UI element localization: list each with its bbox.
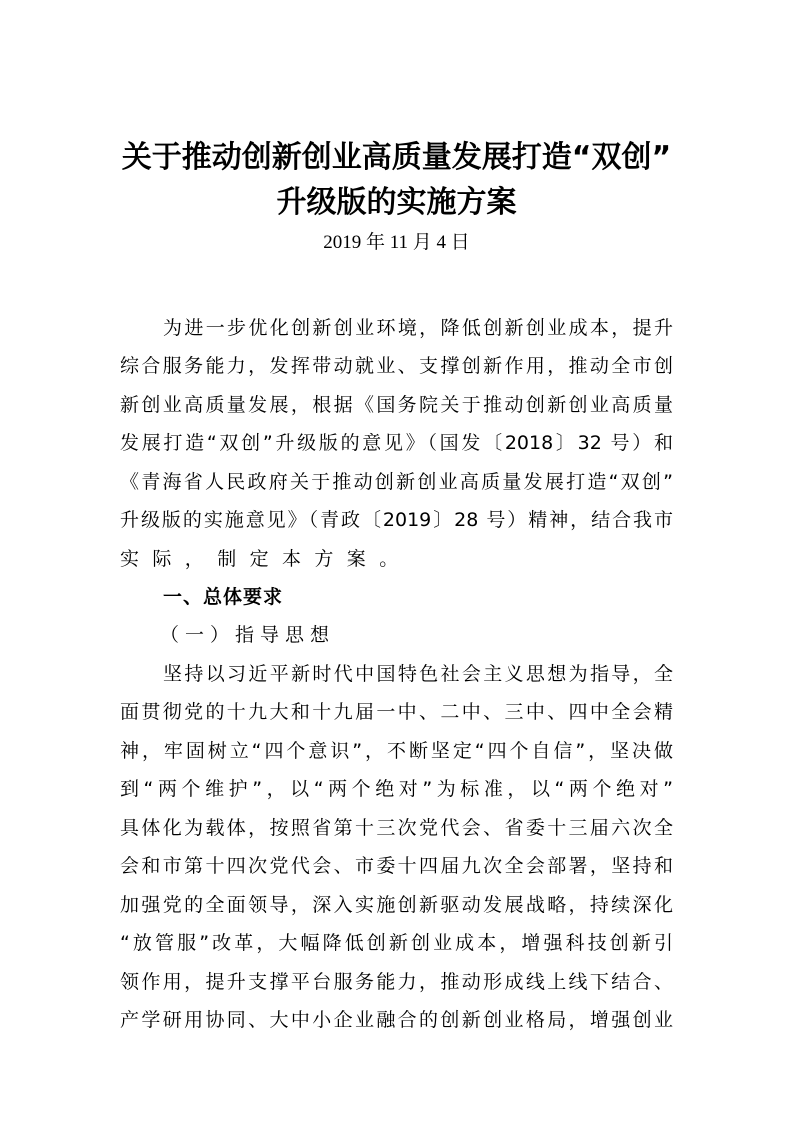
intro-line: 发展打造“双创”升级版的意见》（国发〔2018〕32 号）和 [120,432,673,454]
guiding-line: 坚持以习近平新时代中国特色社会主义思想为指导，全 [163,663,673,685]
intro-line: 综合服务能力，发挥带动就业、支撑创新作用，推动全市创 [120,355,673,377]
document-title-line-1: 关于推动创新创业高质量发展打造“双创” [121,140,672,175]
document-date: 2019 年 11 月 4 日 [323,232,470,253]
intro-line: 为进一步优化创新创业环境，降低创新创业成本，提升 [163,317,673,339]
guiding-line: 具体化为载体，按照省第十三次党代会、省委十三届六次全 [120,817,673,839]
subsection-heading: （一）指导思想 [160,624,336,646]
intro-line: 实际，制定本方案。 [120,548,412,570]
intro-line: 新创业高质量发展，根据《国务院关于推动创新创业高质量 [120,394,673,416]
intro-line: 《青海省人民政府关于推动创新创业高质量发展打造“双创” [120,471,673,493]
section-heading: 一、总体要求 [163,586,284,608]
guiding-line: 领作用，提升支撑平台服务能力，推动形成线上线下结合、 [120,971,673,993]
guiding-line: “放管服”改革，大幅降低创新创业成本，增强科技创新引 [120,932,673,954]
guiding-line: 会和市第十四次党代会、市委十四届九次全会部署，坚持和 [120,855,673,877]
guiding-line: 到“两个维护”，以“两个绝对”为标准，以“两个绝对” [120,778,673,800]
guiding-line: 面贯彻党的十九大和十九届一中、二中、三中、四中全会精 [120,701,673,723]
guiding-line: 加强党的全面领导，深入实施创新驱动发展战略，持续深化 [120,894,673,916]
guiding-line: 神，牢固树立“四个意识”，不断坚定“四个自信”，坚决做 [120,740,673,762]
document-title-line-2: 升级版的实施方案 [276,185,517,220]
intro-line: 升级版的实施意见》（青政〔2019〕28 号）精神，结合我市 [120,509,673,531]
guiding-line: 产学研用协同、大中小企业融合的创新创业格局，增强创业 [120,1009,673,1031]
